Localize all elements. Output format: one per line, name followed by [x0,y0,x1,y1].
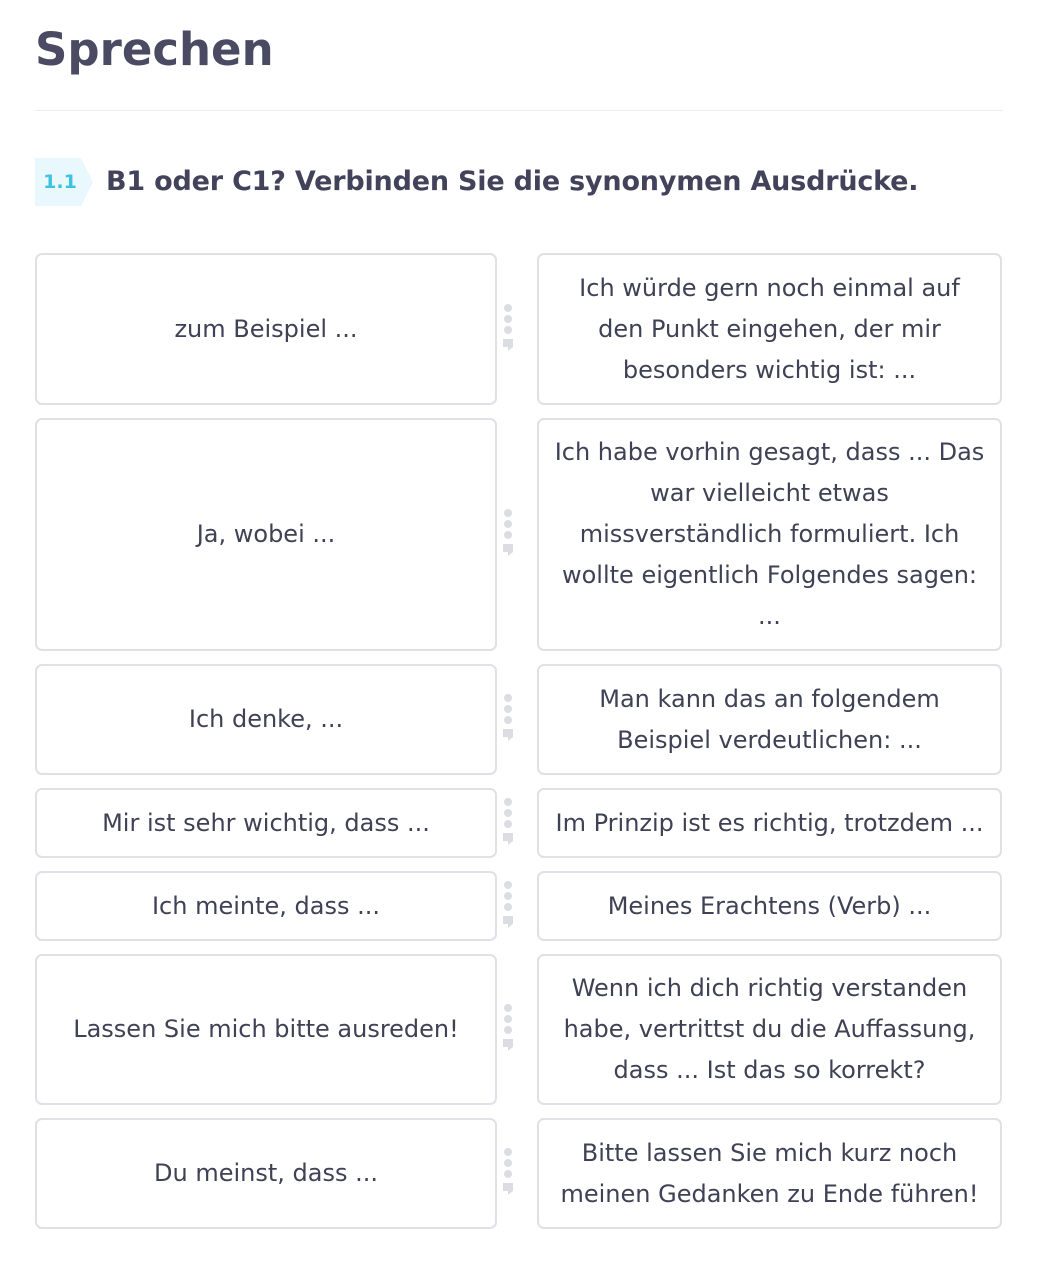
right-card[interactable] [537,871,1002,941]
right-card[interactable] [537,1118,1002,1229]
drag-handle-icon[interactable] [500,880,516,932]
left-card[interactable] [35,253,497,405]
left-card[interactable] [35,1118,497,1229]
left-card-text: Lassen Sie mich bitte ausreden! [73,1015,459,1043]
drag-handle-icon[interactable] [500,1147,516,1199]
left-card[interactable] [35,418,497,651]
right-card-text: Meines Erachtens (Verb) ... [607,891,932,920]
left-card-text: Ja, wobei ... [196,520,336,548]
title-divider [35,110,1003,111]
task-number-badge [35,158,93,206]
right-card[interactable] [537,954,1002,1105]
task-number: 1.1 [43,171,77,193]
task-instruction: B1 oder C1? Verbinden Sie die synonymen Ausdrücke. [106,166,919,197]
drag-handle-icon[interactable] [500,797,516,849]
left-card-text: Ich denke, ... [188,705,344,733]
right-card-text: Wenn ich dich richtig verstanden habe, vertrittst du die Auffassung, dass ... Ist das so korrekt? [563,974,976,1084]
left-card[interactable] [35,871,497,941]
left-card-text: Mir ist sehr wichtig, dass ... [102,808,430,837]
right-card-text: Ich habe vorhin gesagt, dass ... Das war vielleicht etwas missverständlich formuliert. Ich wollte eigentlich Folgendes sagen: ... [554,438,985,630]
drag-handle-icon[interactable] [500,1003,516,1055]
left-card-text: Ich meinte, dass ... [151,891,381,920]
left-card[interactable] [35,788,497,858]
right-card-text: Bitte lassen Sie mich kurz noch meinen Gedanken zu Ende führen! [560,1138,979,1208]
left-card[interactable] [35,664,497,775]
right-card-text: Man kann das an folgendem Beispiel verdeutlichen: ... [599,684,940,754]
page-title: Sprechen [35,23,274,76]
right-card-text: Ich würde gern noch einmal auf den Punkt eingehen, der mir besonders wichtig ist: ... [579,273,960,384]
right-card[interactable] [537,788,1002,858]
right-card[interactable] [537,418,1002,651]
right-card-text: Im Prinzip ist es richtig, trotzdem ... [555,808,984,837]
right-card[interactable] [537,664,1002,775]
drag-handle-icon[interactable] [500,508,516,560]
left-card-text: Du meinst, dass ... [154,1159,378,1187]
right-card[interactable] [537,253,1002,405]
drag-handle-icon[interactable] [500,693,516,745]
left-card-text: zum Beispiel ... [174,314,358,343]
left-card[interactable] [35,954,497,1105]
drag-handle-icon[interactable] [500,303,516,355]
